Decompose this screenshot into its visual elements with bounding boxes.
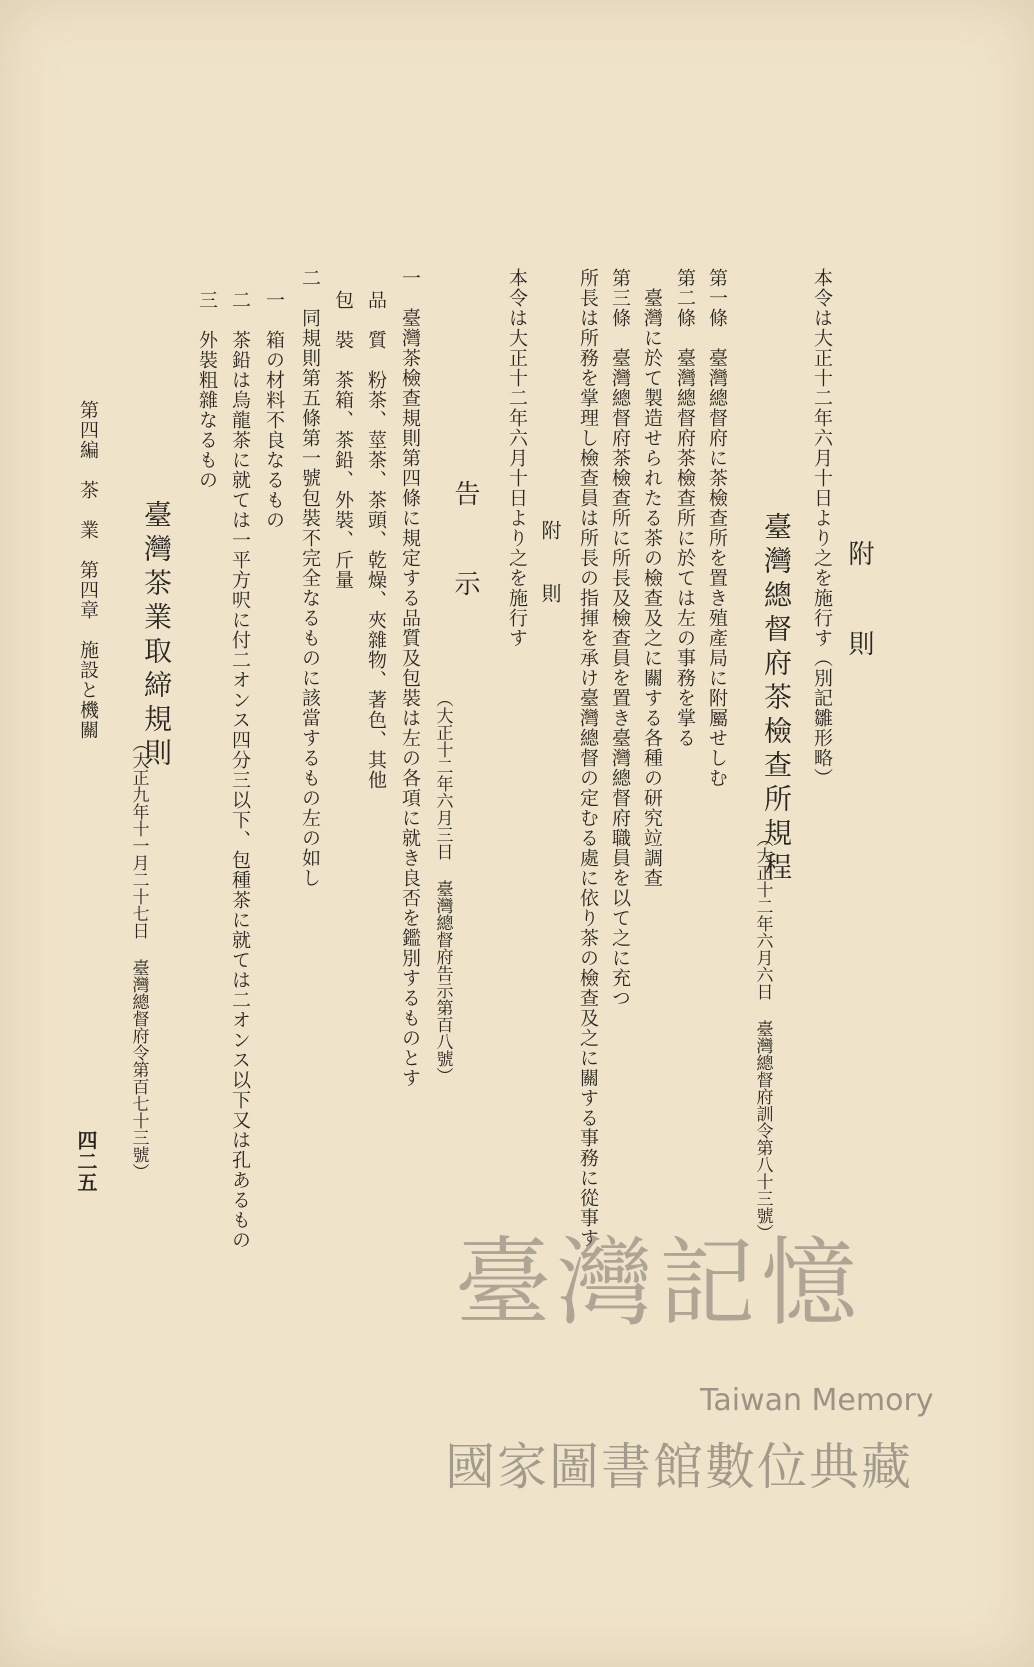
enforcement-clause-2: 本令は大正十二年六月十日より之を施行す [506,268,528,648]
article-3: 第三條 臺灣總督府茶檢查所に所長及檢查員を置き臺灣總督府職員を以て之に充つ [609,268,631,1008]
enforcement-clause: 本令は大正十二年六月十日より之を施行す（別記雛形略） [811,268,833,788]
subitem-3: 三 外裝粗雜なるもの [196,290,218,490]
regulation-title-note: （大正十二年六月六日 臺灣總督府訓令第八十三號） [752,830,773,1241]
notice-note: （大正十二年六月三日 臺灣總督府告示第百八號） [432,690,453,1084]
watermark-subtitle: 國家圖書館數位典藏 [445,1438,913,1496]
regulation-title: 臺灣總督府茶檢查所規程 [760,512,793,886]
article-1: 第一條 臺灣總督府に茶檢查所を置き殖產局に附屬せしむ [706,268,728,788]
quality-line: 品 質 粉茶、莖茶、茶頭、乾燥、夾雜物、著色、其他 [365,290,387,790]
article-2: 第二條 臺灣總督府茶檢查所に於ては左の事務を掌る [674,268,696,748]
page-number: 四二五 [74,1130,98,1193]
notice-heading: 告 示 [450,480,480,600]
subitem-1: 一 箱の材料不良なるもの [263,290,285,530]
running-header: 第四編 茶 業 第四章 施設と機關 [77,400,99,740]
appendix-heading-2: 附 則 [538,520,562,604]
subitem-2: 二 茶鉛は烏龍茶に就ては一平方呎に付二オンス四分三以下、包種茶に就ては二オンス以下又は孔あるもの [229,290,251,1250]
article-3-cont: 所長は所務を掌理し檢查員は所長の指揮を承け臺灣總督の定むる處に依り茶の檢查及之に關する事務に從事す [577,268,599,1248]
tea-regulation-title: 臺灣茶業取締規則 [140,500,173,772]
appendix-heading: 附 則 [844,540,874,660]
packing-line: 包 裝 茶箱、茶鉛、外裝、斤量 [332,290,354,590]
article-2-item: 臺灣に於て製造せられたる茶の檢查及之に關する各種の研究竝調查 [641,268,663,888]
tea-regulation-note: （大正九年十一月二十七日 臺灣總督府令第百七十三號） [128,735,149,1180]
notice-item-1: 一 臺灣茶檢查規則第四條に規定する品質及包裝は左の各項に就き良否を鑑別するものとす [399,268,421,1088]
watermark-english: Taiwan Memory [700,1383,934,1418]
notice-item-2: 二 同規則第五條第一號包裝不完全なるものに該當するもの左の如し [299,268,321,888]
watermark-logo: 臺灣記憶 [455,1227,863,1339]
